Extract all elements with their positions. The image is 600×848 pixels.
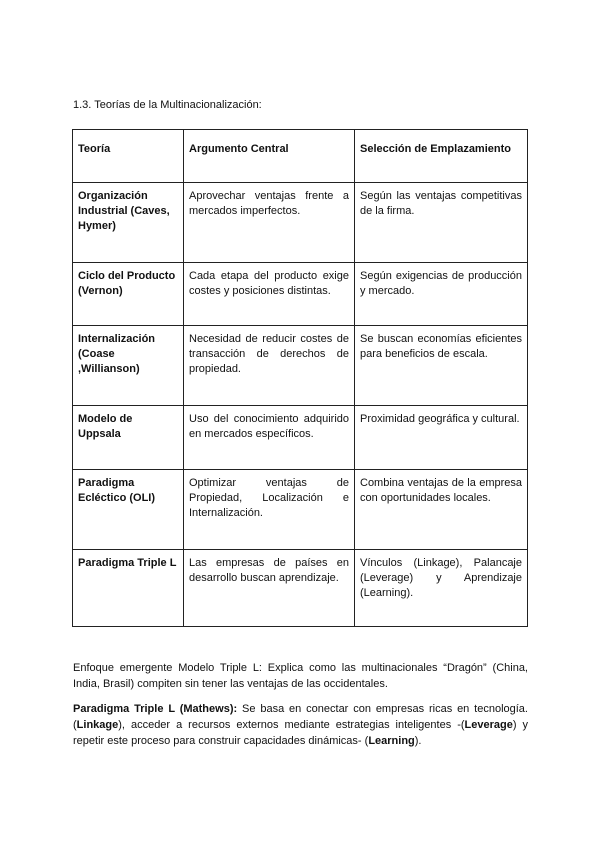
section-heading: 1.3. Teorías de la Multinacionalización: <box>73 99 262 111</box>
argument-cell: Las empresas de países en desarrollo buscan aprendizaje. <box>184 550 355 627</box>
table-row <box>73 470 528 550</box>
table-row <box>73 550 528 627</box>
emerging-approach-paragraph: Enfoque emergente Modelo Triple L: Explica como las multinacionales “Dragón” (China, India, Brasil) compiten sin tener las ventajas de las occidentales. <box>73 662 528 690</box>
triple-l-text-4: ). <box>414 735 422 747</box>
triple-l-text-1: Se basa en conectar con empresas ricas en tecnología. ( <box>73 703 528 731</box>
table-row <box>73 406 528 470</box>
table-header-row <box>73 130 528 183</box>
theory-cell: Internalización (Coase ,Willianson) <box>73 326 184 406</box>
header-location: Selección de Emplazamiento <box>355 130 528 183</box>
header-argument: Argumento Central <box>184 130 355 183</box>
theory-cell: Organización Industrial (Caves, Hymer) <box>73 183 184 263</box>
triple-l-bold-lead: Paradigma Triple L (Mathews): <box>73 703 238 715</box>
location-cell: Se buscan economías eficientes para beneficios de escala. <box>355 326 528 406</box>
triple-l-paragraph <box>73 701 528 749</box>
argument-cell: Optimizar ventajas de Propiedad, Localización e Internalización. <box>184 470 355 550</box>
learning-term: Learning <box>368 735 415 747</box>
table-row <box>73 326 528 406</box>
location-cell: Según exigencias de producción y mercado. <box>355 263 528 326</box>
location-cell: Proximidad geográfica y cultural. <box>355 406 528 470</box>
leverage-term: Leverage <box>464 719 513 731</box>
triple-l-text-2: ), acceder a recursos externos mediante estrategias inteligentes -( <box>118 719 465 731</box>
argument-cell: Necesidad de reducir costes de transacción de derechos de propiedad. <box>184 326 355 406</box>
theories-table <box>72 129 528 627</box>
argument-cell: Cada etapa del producto exige costes y posiciones distintas. <box>184 263 355 326</box>
linkage-term: Linkage <box>76 719 119 731</box>
argument-cell: Aprovechar ventajas frente a mercados imperfectos. <box>184 183 355 263</box>
triple-l-text-3: ) y repetir este proceso para construir capacidades dinámicas- ( <box>73 719 528 747</box>
header-theory: Teoría <box>73 130 184 183</box>
location-cell: Vínculos (Linkage), Palancaje (Leverage) y Aprendizaje (Learning). <box>355 550 528 627</box>
location-cell: Combina ventajas de la empresa con oportunidades locales. <box>355 470 528 550</box>
theory-cell: Paradigma Ecléctico (OLI) <box>73 470 184 550</box>
argument-cell: Uso del conocimiento adquirido en mercados específicos. <box>184 406 355 470</box>
location-cell: Según las ventajas competitivas de la firma. <box>355 183 528 263</box>
theory-cell: Ciclo del Producto (Vernon) <box>73 263 184 326</box>
table-row <box>73 263 528 326</box>
table-row <box>73 183 528 263</box>
theory-cell: Paradigma Triple L <box>73 550 184 627</box>
theory-cell: Modelo de Uppsala <box>73 406 184 470</box>
